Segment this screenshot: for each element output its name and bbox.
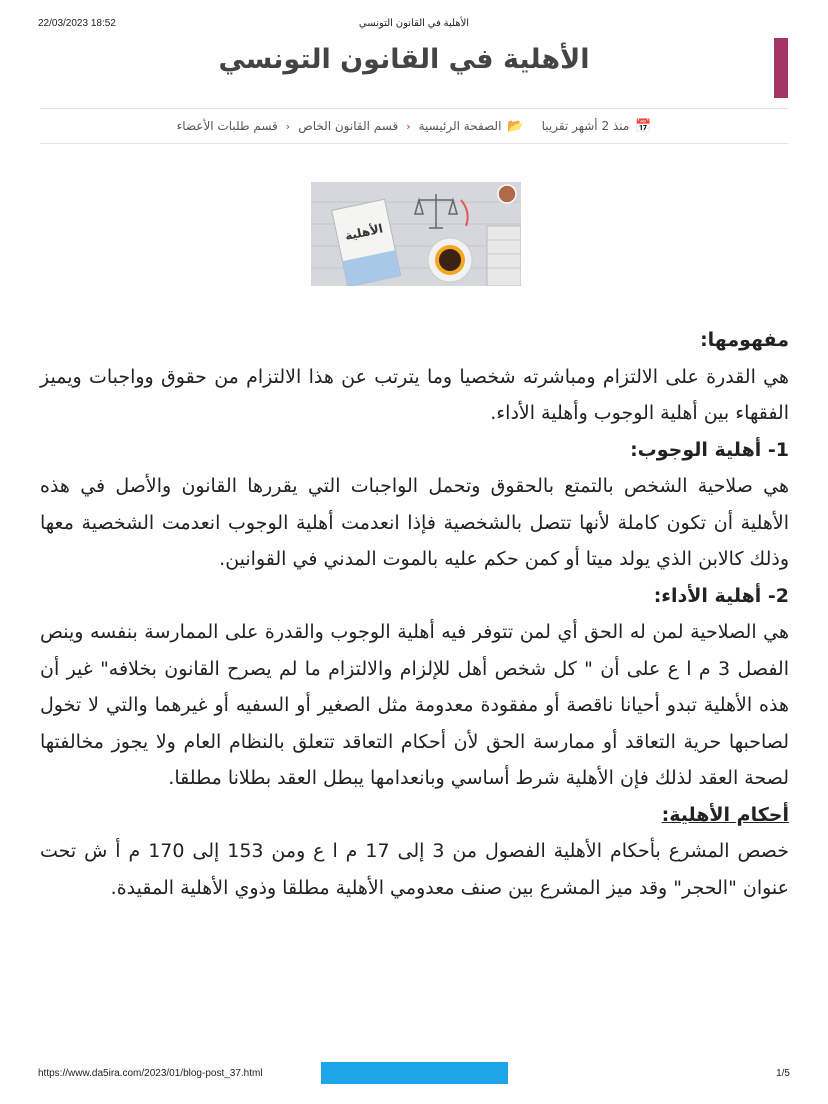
print-page-title: الأهلية في القانون التونسي — [358, 18, 470, 29]
page-number: 1/5 — [776, 1068, 790, 1079]
hero-illustration — [311, 182, 521, 286]
section-text-definition: هي القدرة على الالتزام ومباشرته شخصيا وما يترتب عن هذا الالتزام من حقوق وواجبات ويميز الفقهاء بين أهلية الوجوب وأهلية الأداء. — [40, 365, 789, 424]
print-datetime: 22/03/2023 18:52 — [38, 18, 116, 29]
section-text-capacity-rules: خصص المشرع بأحكام الأهلية الفصول من 3 إلى 17 م ا ع ومن 153 إلى 170 م أ ش تحت عنوان "الحجر" وقد ميز المشرع بين صنف معدومي الأهلية مطلقا وذوي الأهلية المقيدة. — [40, 840, 789, 899]
chevron-left-icon: ‹ — [406, 119, 411, 133]
section-heading-capacity-rules: أحكام الأهلية: — [661, 803, 789, 826]
footer-banner-bar — [321, 1062, 508, 1084]
section-heading-capacity-of-performance: 2- أهلية الأداء: — [653, 584, 789, 607]
article-title: الأهلية في القانون التونسي — [218, 44, 590, 75]
article-hero-image — [311, 182, 521, 286]
book-label: الأهلية — [343, 221, 385, 244]
article-meta-bar — [40, 108, 788, 144]
section-text-capacity-of-performance: هي الصلاحية لمن له الحق أي لمن تتوفر فيه أهلية الوجوب والقدرة على الممارسة بنفسه وينص الفصل 3 م ا ع على أن " كل شخص أهل للإلزام والالتزام ما لم يصرح القانون بخلافه" غير أن هذه الأهلية تبدو أحيانا ناقصة أو مفقودة معدومة مثل الصغير أو السفيه أو غيرهما والتي لا تخول لصاحبها حرية التعاقد أو ممارسة الحق لأن أحكام التعاقد تتعلق بالنظام العام ولا يجوز مخالفتها لصحة العقد لذلك فإن الأهلية شرط أساسي وبانعدامها يبطل العقد بطلانا مطلقا. — [40, 621, 789, 789]
print-url: https://www.da5ira.com/2023/01/blog-post_37.html — [38, 1068, 263, 1079]
calendar-icon: 📅 — [635, 118, 652, 134]
title-accent-bar — [774, 38, 788, 98]
breadcrumb-home[interactable]: الصفحة الرئيسية — [418, 119, 502, 133]
breadcrumb-private-law[interactable]: قسم القانون الخاص — [298, 119, 399, 133]
chevron-left-icon: ‹ — [285, 119, 291, 133]
article-body — [40, 322, 789, 906]
section-heading-capacity-of-obligation: 1- أهلية الوجوب: — [630, 438, 789, 461]
section-text-capacity-of-obligation: هي صلاحية الشخص بالتمتع بالحقوق وتحمل الواجبات التي يقررها القانون والأصل في هذه الأهلية أن تكون كاملة لأنها تتصل بالشخصية فإذا انعدمت أهلية الوجوب انعدمت الشخصية معها وذلك كالابن الذي يولد ميتا أو كمن حكم عليه بالموت المدني في القوانين. — [40, 475, 789, 570]
folder-open-icon: 📂 — [507, 118, 524, 134]
breadcrumb-member-requests[interactable]: قسم طلبات الأعضاء — [176, 119, 278, 133]
print-header — [38, 18, 790, 32]
print-footer — [38, 1062, 790, 1084]
post-date: منذ 2 أشهر تقريبا — [541, 119, 630, 133]
section-heading-definition: مفهومها: — [700, 329, 789, 351]
